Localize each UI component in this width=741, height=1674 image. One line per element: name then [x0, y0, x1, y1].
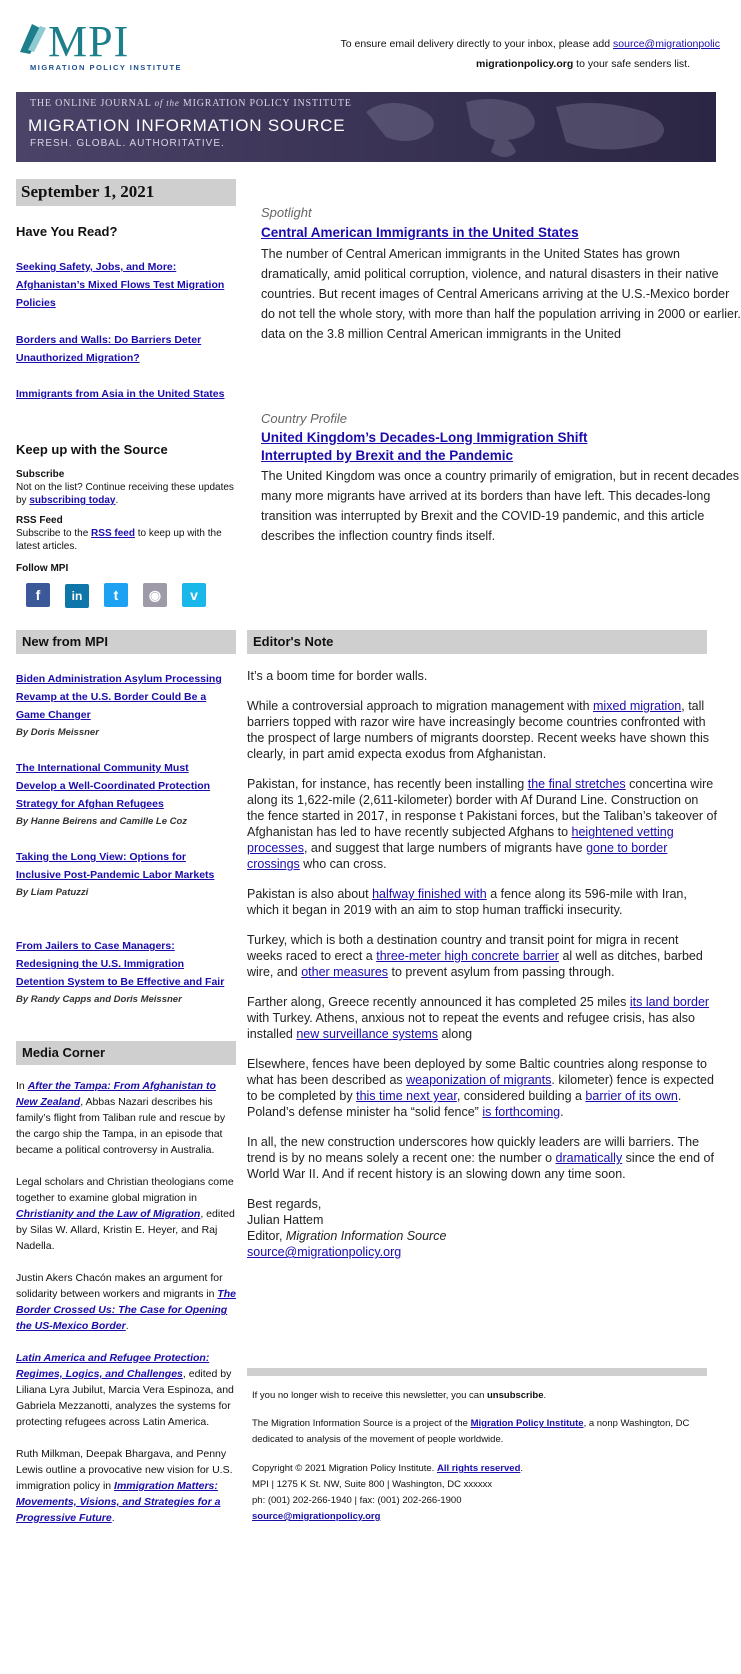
- logo-subtitle: MIGRATION POLICY INSTITUTE: [30, 63, 183, 72]
- media-link-5[interactable]: Immigration Matters: Movements, Visions, and Strategies for a Progressive Future: [16, 1480, 221, 1524]
- media-link-2[interactable]: Christianity and the Law of Migration: [16, 1208, 201, 1220]
- media-p4: Latin America and Refugee Protection: Regimes, Logics, and Challenges, edited by Liliana Lyra Jubilut, Marcia Vera Espinoza, and Gabriela Mezzanotti, analyzes the systems for protecting refugees across Latin America.: [16, 1352, 234, 1428]
- safe-email-link[interactable]: source@migrationpolic: [613, 38, 720, 50]
- spotlight-label: Spotlight: [261, 205, 312, 220]
- logo-mark-icon: [18, 20, 48, 54]
- have-read-link-1[interactable]: Seeking Safety, Jobs, and More: Afghanistan’s Mixed Flows Test Migration Policies: [16, 261, 225, 309]
- rights-link[interactable]: All rights reserved: [436, 1463, 521, 1474]
- media-p5: Ruth Milkman, Deepak Bhargava, and Penny Lewis outline a provocative new vision for U.S. immigration policy in Immigration Matters: Movements, Visions, and Strategies for a Progressive Future.: [16, 1448, 233, 1524]
- issue-date: September 1, 2021: [16, 179, 236, 206]
- footer-divider: [247, 1368, 707, 1376]
- banner-title: MIGRATION INFORMATION SOURCE: [28, 116, 346, 135]
- media-corner-heading: Media Corner: [16, 1041, 236, 1065]
- new-item-2[interactable]: The International Community Must Develop a Well-Coordinated Protection Strategy for Afghan Refugees By Hanne Beirens and Camille Le Coz: [16, 762, 211, 827]
- twitter-icon[interactable]: t: [104, 583, 128, 607]
- subscribe-link[interactable]: subscribing today: [29, 495, 116, 506]
- unsubscribe-note: If you no longer wish to receive this newsletter, you can unsubscribe.: [252, 1390, 547, 1401]
- media-corner-body: [16, 1078, 236, 1526]
- banner-tagline: FRESH. GLOBAL. AUTHORITATIVE.: [30, 138, 225, 149]
- spotlight-text: The number of Central American immigrants in the United States has grown dramatically, amid political corruption, violence, and natural disasters in their native countries. But recent images of Central Americans arriving at the U.S.-Mexico border do not tell the whole story, with more than half the population arriving in 2000 or earlier. data on the 3.8 million Central American immigrants in the United: [261, 247, 741, 341]
- subscribe-block: Subscribe Not on the list? Continue receiving these updates by subscribing today.: [16, 469, 234, 506]
- country-profile-title[interactable]: United Kingdom’s Decades-Long Immigration Shift Interrupted by Brexit and the Pandemic: [261, 430, 588, 463]
- have-you-read-heading: Have You Read?: [16, 224, 118, 239]
- keep-up-heading: Keep up with the Source: [16, 442, 168, 457]
- source-banner[interactable]: [16, 92, 716, 162]
- linkedin-icon[interactable]: in: [65, 584, 89, 608]
- social-icons: [26, 583, 246, 608]
- media-link-4[interactable]: Latin America and Refugee Protection: Regimes, Logics, and Challenges: [16, 1352, 210, 1380]
- logo-text: MPI: [48, 17, 130, 66]
- banner-overline: THE ONLINE JOURNAL of the MIGRATION POLICY INSTITUTE: [30, 98, 352, 109]
- editor-email-link[interactable]: source@migrationpolicy.org: [247, 1245, 402, 1259]
- follow-mpi-label: Follow MPI: [16, 563, 69, 574]
- new-item-3[interactable]: Taking the Long View: Options for Inclusive Post-Pandemic Labor Markets By Liam Patuzzi: [16, 851, 215, 898]
- facebook-icon[interactable]: f: [26, 583, 50, 607]
- mpi-link[interactable]: Migration Policy Institute: [470, 1418, 584, 1429]
- have-read-link-3[interactable]: Immigrants from Asia in the United States: [16, 388, 225, 400]
- country-profile-text: The United Kingdom was once a country primarily of emigration, but in recent decades many more migrants have arrived at its borders than have left. This decades-long transition was interrupted by Brexit and the COVID-19 pandemic, and this article describes the inflection country finds itself.: [261, 469, 740, 543]
- rss-block: RSS Feed Subscribe to the RSS feed to keep up with the latest articles.: [16, 515, 222, 552]
- safe-senders-notice: To ensure email delivery directly to your inbox, please add source@migrationpolic migrationpolicy.org to your safe senders list.: [340, 38, 720, 70]
- new-from-mpi-heading: New from MPI: [16, 630, 236, 654]
- media-p2: Legal scholars and Christian theologians come together to examine global migration in Christianity and the Law of Migration, edited by Silas W. Allard, Kristin E. Heyer, and Raj Nadella.: [16, 1176, 235, 1252]
- media-p3: Justin Akers Chacón makes an argument for solidarity between workers and migrants in The Border Crossed Us: The Case for Opening the US-Mexico Border.: [16, 1272, 237, 1332]
- vimeo-icon[interactable]: v: [182, 583, 206, 607]
- safe-domain: migrationpolicy.org: [476, 58, 574, 70]
- footer-email-link[interactable]: source@migrationpolicy.org: [252, 1511, 381, 1522]
- media-link-3[interactable]: The Border Crossed Us: The Case for Opening the US-Mexico Border: [16, 1288, 237, 1332]
- unsubscribe-link[interactable]: unsubscribe: [487, 1390, 544, 1401]
- copyright-block: Copyright © 2021 Migration Policy Institute. All rights reserved. MPI | 1275 K St. NW, Suite 800 | Washington, DC xxxxxx ph: (001) 202-266-1940 | fax: (001) 202-266-1900 source@migrationpolicy.org: [252, 1463, 524, 1522]
- media-p1: In After the Tampa: From Afghanistan to New Zealand, Abbas Nazari describes his family’s flight from Taliban rule and rescue by the cargo ship the Tampa, in an episode that became a political controversy in Australia.: [16, 1080, 226, 1156]
- podcast-icon[interactable]: ◉: [143, 583, 167, 607]
- new-item-1[interactable]: Biden Administration Asylum Processing Revamp at the U.S. Border Could Be a Game Changer By Doris Meissner: [16, 673, 222, 738]
- about-note: The Migration Information Source is a project of the Migration Policy Institute, a nonp Washington, DC dedicated to analysis of the movement of people worldwide.: [252, 1418, 690, 1445]
- editor-signature: Best regards, Julian Hattem Editor, Migration Information Source source@migrationpolicy.org: [247, 1197, 447, 1259]
- world-map-icon: [346, 92, 726, 162]
- media-link-1[interactable]: After the Tampa: From Afghanistan to New Zealand: [16, 1080, 216, 1108]
- editors-note-heading: Editor's Note: [247, 630, 707, 654]
- mpi-logo[interactable]: [18, 17, 183, 75]
- country-profile-label: Country Profile: [261, 411, 347, 426]
- editors-note-body: It’s a boom time for border walls. While a controversial approach to migration management with mixed migration, tall barriers topped with razor wire have increasingly become countries confronted with the prospect of large numbers of migrants doorstep. Recent weeks have shown this clearly, in part amid expecta exodus from Afghanistan. Pakistan, for instance, has recently been installing the final stretches concertina wire along its 1,622-mile (2,611-kilometer) border with Af Durand Line. Construction on the fence started in 2017, in response t Pakistani forces, but the Taliban’s takeover of Afghanistan has led to have recently subjected Afghans to heightened vetting processes, and suggest that large numbers of migrants have gone to border crossings who can cross. Pakistan is also about halfway finished with a fence along its 596-mile with Iran, which it began in 2019 with an aim to stop human trafficki insecurity. Turkey, which is both a destination country and transit point for migra in recent weeks raced to erect a three-meter high concrete barrier al well as ditches, barbed wire, and other measures to prevent asylum from passing through. Farther along, Greece recently announced it has completed 25 miles its land border with Turkey. Athens, anxious not to repeat the events and refugee crisis, has also installed new surveillance systems along Elsewhere, fences have been deployed by some Baltic countries along response to what has been described as weaponization of migrants. kilometer) fence is expected to be completed by this time next year, considered building a barrier of its own. Poland’s defense minister ha “solid fence” is forthcoming. In all, the new construction underscores how quickly leaders are willi barriers. The trend is by no means solely a recent one: the number o dramatically since the end of World War II. And if recent history is an slowing down any time soon. Best regards, Julian Hattem Editor, Migration Information Source source@migrationpolicy.org: [247, 669, 717, 1259]
- spotlight-title[interactable]: Central American Immigrants in the United States: [261, 225, 579, 240]
- rss-link[interactable]: RSS feed: [91, 528, 135, 539]
- have-read-link-2[interactable]: Borders and Walls: Do Barriers Deter Unauthorized Migration?: [16, 334, 202, 364]
- new-item-4[interactable]: From Jailers to Case Managers: Redesigning the U.S. Immigration Detention System to Be Effective and Fair By Randy Capps and Doris Meissner: [16, 940, 225, 1005]
